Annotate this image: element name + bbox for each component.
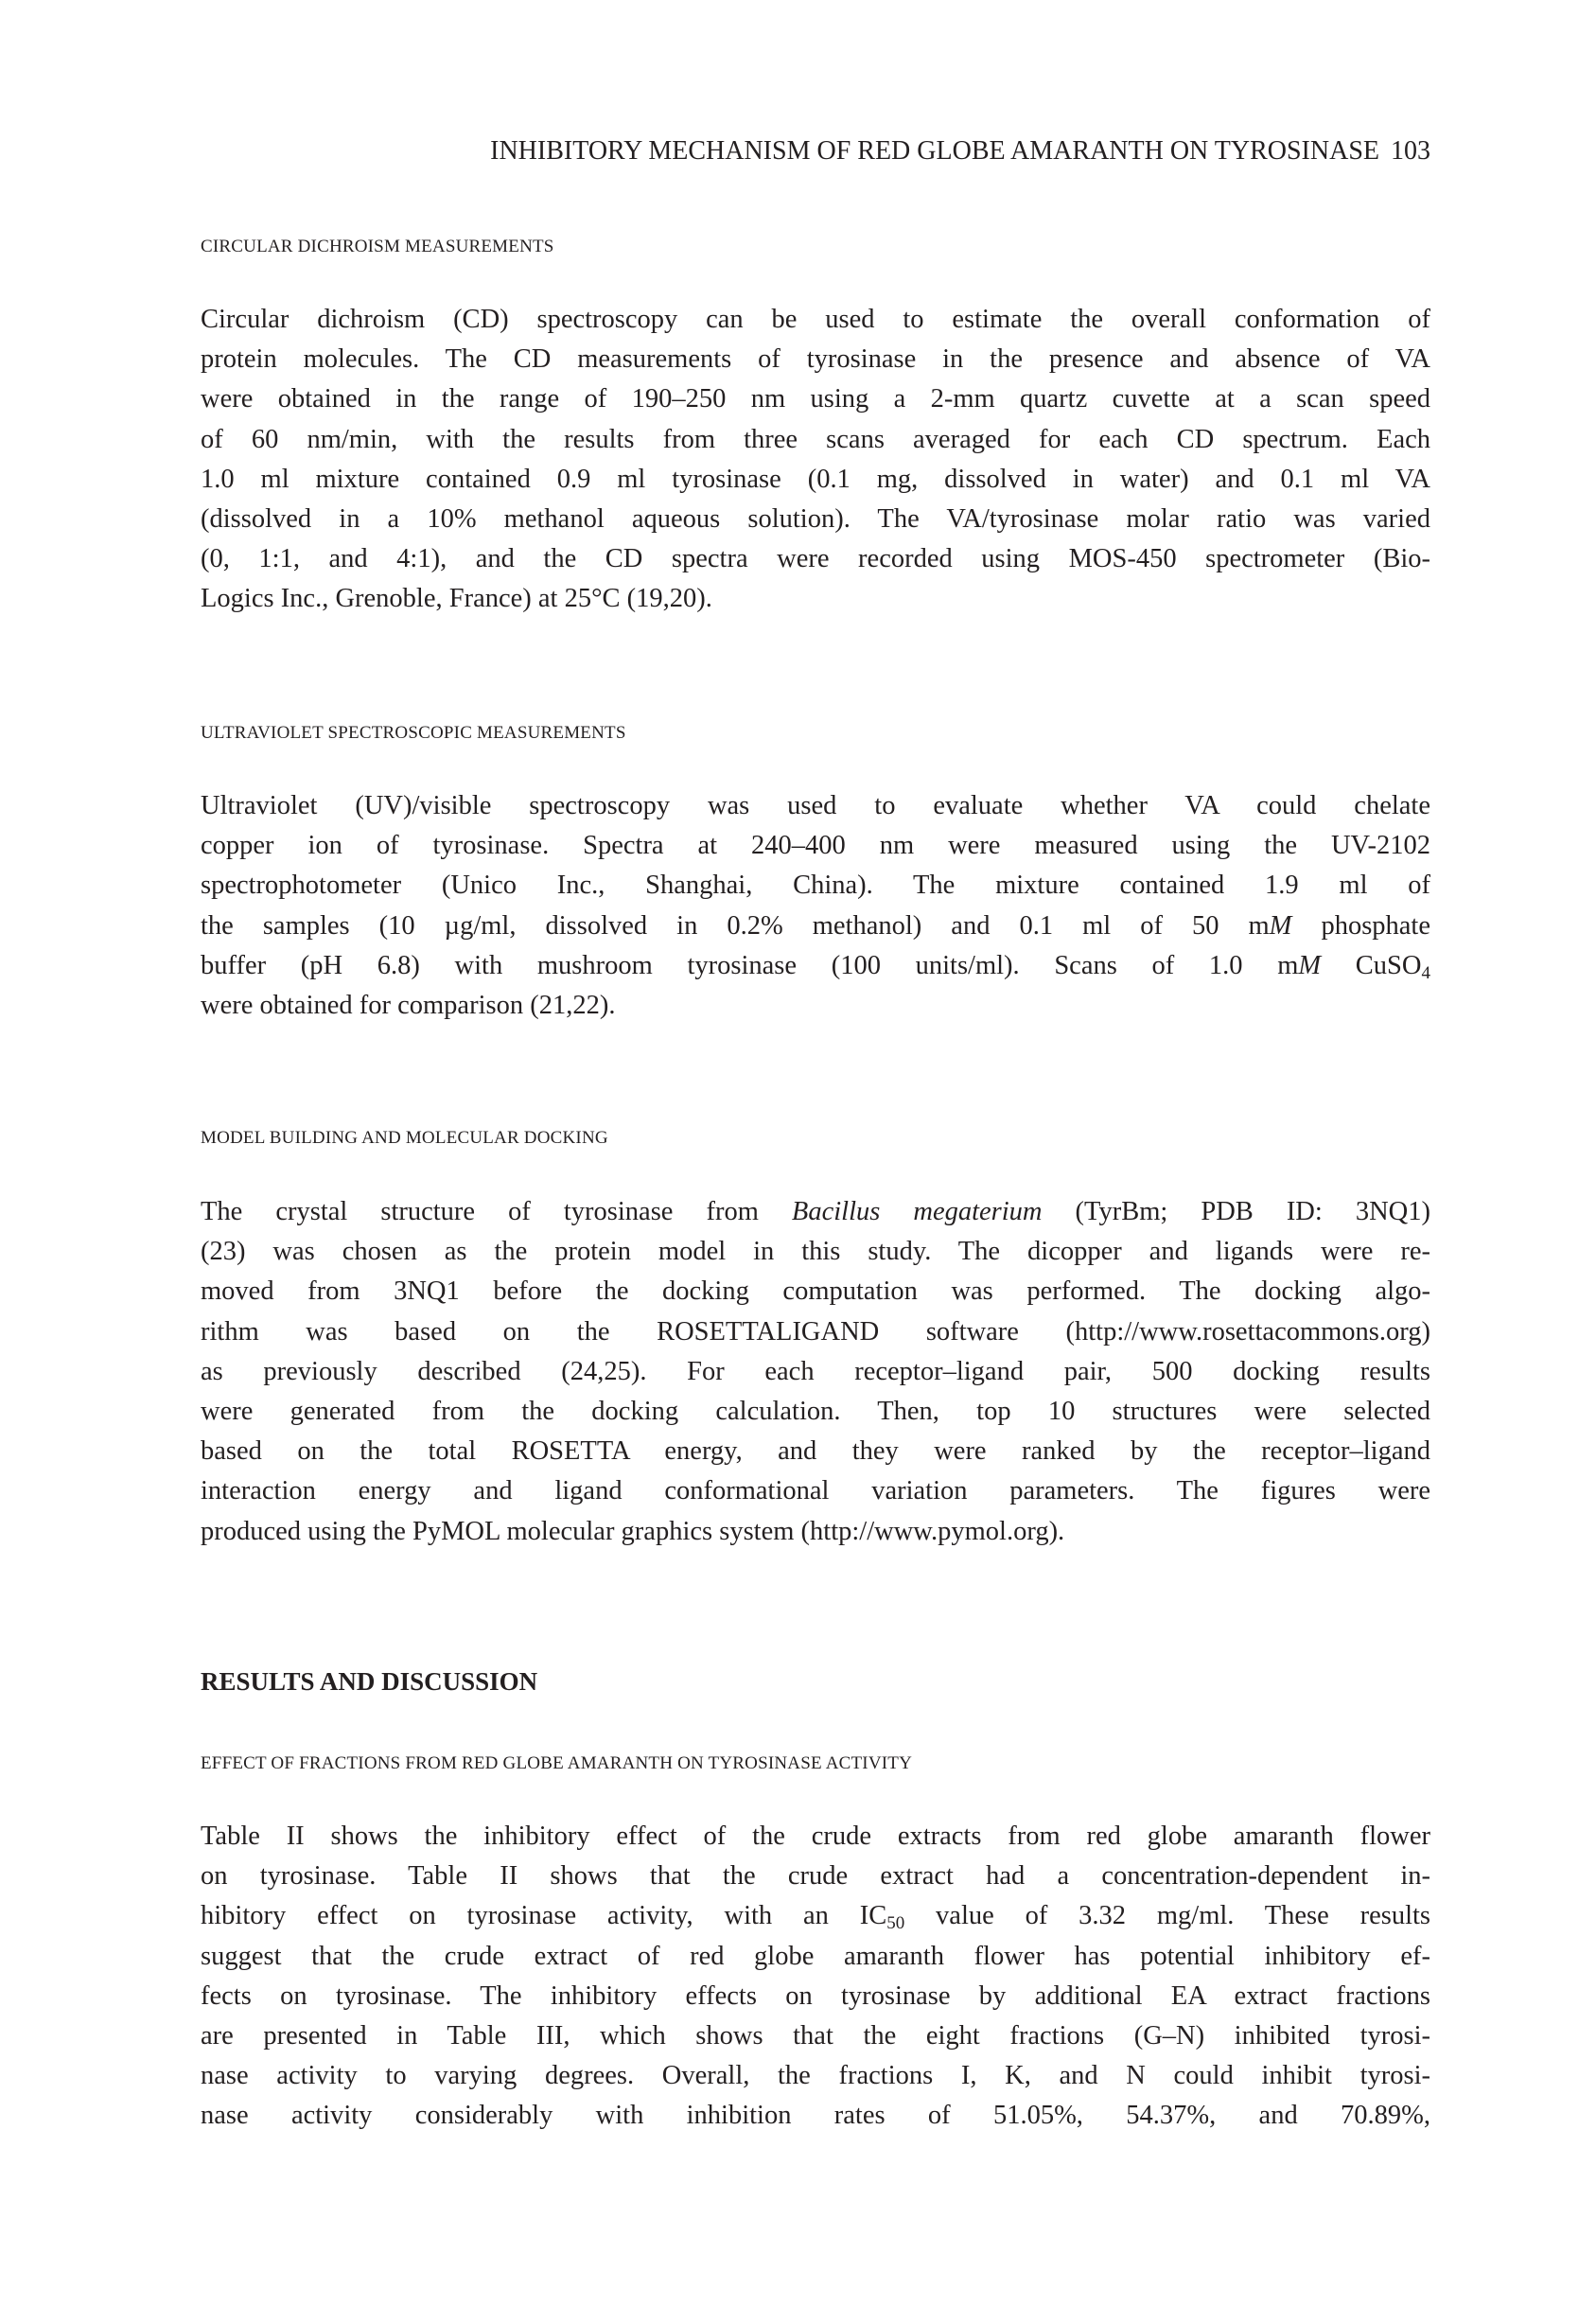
italic-text: M — [1269, 910, 1292, 941]
text-line — [201, 946, 1430, 986]
subheading-fractions: EFFECT OF FRACTIONS FROM RED GLOBE AMARANTH ON TYROSINASE ACTIVITY — [201, 1753, 912, 1773]
text-segment: phosphate — [1291, 910, 1430, 941]
italic-text: Bacillus megaterium — [791, 1197, 1043, 1226]
text-segment: nase activity considerably with inhibition rates of 51.05%, 54.37%, and 70.89%, — [201, 2101, 1430, 2131]
text-segment: (23) was chosen as the protein model in this study. The dicopper and ligands were re- — [201, 1237, 1430, 1267]
text-segment: Ultraviolet (UV)/visible spectroscopy was used to evaluate whether VA could chelate — [201, 791, 1430, 820]
subscript: 4 — [1421, 962, 1430, 983]
page-number: 103 — [1391, 136, 1430, 166]
text-line — [201, 539, 1430, 579]
text-segment: rithm was based on the ROSETTALIGAND software (http://www.rosettacommons.org) — [201, 1316, 1430, 1347]
text-line — [201, 340, 1430, 379]
text-line — [201, 2056, 1430, 2096]
text-segment: Logics Inc., Grenoble, France) at 25°C (19,20). — [201, 584, 712, 614]
running-head — [201, 132, 1430, 170]
text-line — [201, 1232, 1430, 1272]
text-line — [201, 986, 1430, 1026]
text-segment: as previously described (24,25). For each receptor–ligand pair, 500 docking results — [201, 1356, 1430, 1386]
text-line — [201, 826, 1430, 866]
text-line — [201, 1392, 1430, 1432]
text-segment: suggest that the crude extract of red globe amaranth flower has potential inhibitory ef- — [201, 1941, 1430, 1971]
text-line — [201, 1352, 1430, 1392]
text-line — [201, 1471, 1430, 1511]
text-line — [201, 2096, 1430, 2136]
text-line — [201, 300, 1430, 340]
text-line — [201, 1937, 1430, 1977]
subheading-cd: CIRCULAR DICHROISM MEASUREMENTS — [201, 237, 554, 256]
text-line — [201, 1512, 1430, 1552]
text-segment: protein molecules. The CD measurements of tyrosinase in the presence and absence of VA — [201, 344, 1430, 375]
text-segment: Table II shows the inhibitory effect of the crude extracts from red globe amaranth flower — [201, 1822, 1430, 1851]
text-line — [201, 1432, 1430, 1471]
text-line — [201, 1272, 1430, 1311]
text-segment: CuSO — [1321, 950, 1422, 980]
text-line — [201, 907, 1430, 946]
text-segment: hibitory effect on tyrosinase activity, with an IC — [201, 1901, 887, 1931]
subheading-docking: MODEL BUILDING AND MOLECULAR DOCKING — [201, 1128, 608, 1148]
paragraph-results — [201, 1817, 1430, 2137]
text-segment: produced using the PyMOL molecular graphics system (http://www.pymol.org). — [201, 1516, 1065, 1546]
text-line — [201, 1817, 1430, 1857]
running-head-title: INHIBITORY MECHANISM OF RED GLOBE AMARANTH ON TYROSINASE — [490, 136, 1379, 166]
text-segment: are presented in Table III, which shows that the eight fractions (G–N) inhibited tyrosi- — [201, 2020, 1430, 2051]
text-segment: Circular dichroism (CD) spectroscopy can be used to estimate the overall conformation of — [201, 305, 1430, 334]
text-segment: on tyrosinase. Table II shows that the crude extract had a concentration-dependent in- — [201, 1861, 1430, 1892]
section-heading-results: RESULTS AND DISCUSSION — [201, 1667, 538, 1696]
text-segment: spectrophotometer (Unico Inc., Shanghai, China). The mixture contained 1.9 ml of — [201, 871, 1430, 901]
text-segment: value of 3.32 mg/ml. These results — [904, 1901, 1431, 1931]
text-line — [201, 579, 1430, 619]
text-line — [201, 460, 1430, 500]
text-line — [201, 500, 1430, 539]
text-line — [201, 420, 1430, 460]
text-segment: 1.0 ml mixture contained 0.9 ml tyrosinase (0.1 mg, dissolved in water) and 0.1 ml VA — [201, 464, 1430, 494]
text-segment: were generated from the docking calculation. Then, top 10 structures were selected — [201, 1396, 1430, 1426]
paragraph-uv — [201, 786, 1430, 1026]
text-line — [201, 1192, 1430, 1232]
paragraph-docking — [201, 1192, 1430, 1552]
text-segment: fects on tyrosinase. The inhibitory effects on tyrosinase by additional EA extract fractions — [201, 1980, 1430, 2011]
text-segment: moved from 3NQ1 before the docking computation was performed. The docking algo- — [201, 1276, 1430, 1307]
text-line — [201, 866, 1430, 906]
text-line — [201, 786, 1430, 826]
subheading-uv: ULTRAVIOLET SPECTROSCOPIC MEASUREMENTS — [201, 723, 626, 743]
text-line — [201, 1896, 1430, 1936]
text-segment: were obtained in the range of 190–250 nm using a 2-mm quartz cuvette at a scan speed — [201, 384, 1430, 414]
text-segment: (dissolved in a 10% methanol aqueous solution). The VA/tyrosinase molar ratio was varied — [201, 503, 1430, 534]
text-segment: copper ion of tyrosinase. Spectra at 240–400 nm were measured using the UV-2102 — [201, 831, 1430, 861]
text-segment: of 60 nm/min, with the results from three scans averaged for each CD spectrum. Each — [201, 424, 1430, 454]
italic-text: M — [1298, 950, 1322, 980]
text-segment: buffer (pH 6.8) with mushroom tyrosinase (100 units/ml). Scans of 1.0 m — [201, 950, 1299, 980]
text-segment: (TyrBm; PDB ID: 3NQ1) — [1042, 1197, 1431, 1226]
subscript: 50 — [886, 1913, 905, 1934]
text-segment: nase activity to varying degrees. Overall, the fractions I, K, and N could inhibit tyrosi- — [201, 2061, 1430, 2091]
text-line — [201, 379, 1430, 419]
text-segment: The crystal structure of tyrosinase from — [201, 1197, 792, 1226]
text-segment: (0, 1:1, and 4:1), and the CD spectra were recorded using MOS-450 spectrometer (Bio- — [201, 544, 1430, 574]
text-segment: were obtained for comparison (21,22). — [201, 990, 616, 1020]
text-line — [201, 1312, 1430, 1352]
text-line — [201, 2016, 1430, 2056]
text-segment: the samples (10 µg/ml, dissolved in 0.2% methanol) and 0.1 ml of 50 m — [201, 910, 1270, 941]
text-segment: interaction energy and ligand conformational variation parameters. The figures were — [201, 1476, 1430, 1506]
paragraph-cd — [201, 300, 1430, 620]
text-line — [201, 1857, 1430, 1896]
text-line — [201, 1977, 1430, 2016]
text-segment: based on the total ROSETTA energy, and they were ranked by the receptor–ligand — [201, 1436, 1430, 1467]
